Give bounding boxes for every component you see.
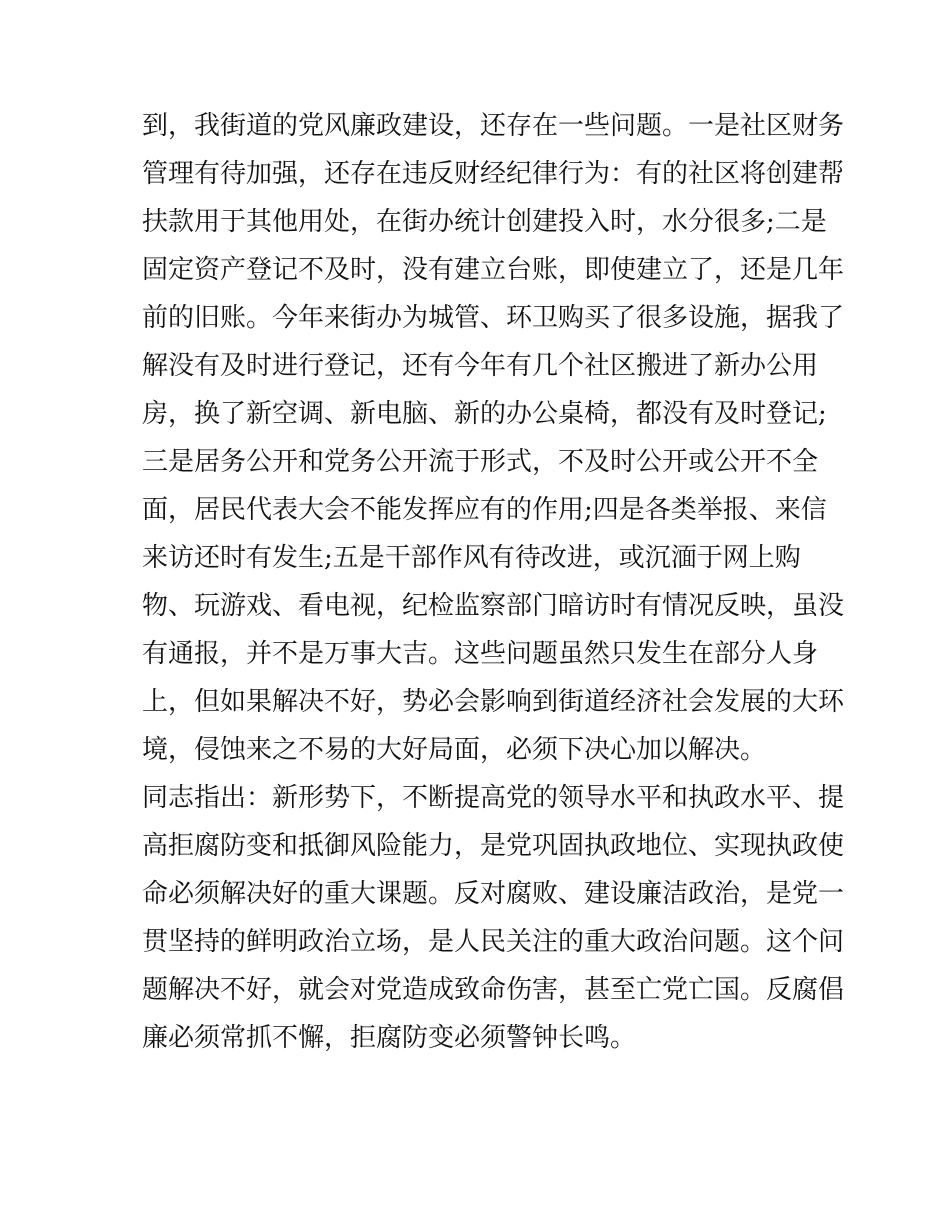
text-line: 前的旧账。今年来街办为城管、环卫购买了很多设施，据我了 bbox=[142, 303, 845, 333]
text-line: 固定资产登记不及时，没有建立台账，即使建立了，还是几年 bbox=[142, 255, 845, 285]
text-line: 命必须解决好的重大课题。反对腐败、建设廉洁政治，是党一 bbox=[142, 879, 845, 909]
text-line: 房，换了新空调、新电脑、新的办公桌椅，都没有及时登记; bbox=[142, 399, 827, 429]
text-line: 有通报，并不是万事大吉。这些问题虽然只发生在部分人身 bbox=[142, 639, 819, 669]
text-line: 扶款用于其他用处，在街办统计创建投入时，水分很多;二是 bbox=[142, 207, 827, 237]
text-line: 来访还时有发生;五是干部作风有待改进，或沉湎于网上购 bbox=[142, 543, 801, 573]
text-line: 解没有及时进行登记，还有今年有几个社区搬进了新办公用 bbox=[142, 351, 819, 381]
text-line: 廉必须常抓不懈，拒腐防变必须警钟长鸣。 bbox=[142, 1023, 637, 1053]
text-line: 上，但如果解决不好，势必会影响到街道经济社会发展的大环 bbox=[142, 687, 845, 717]
text-line: 高拒腐防变和抵御风险能力，是党巩固执政地位、实现执政使 bbox=[142, 831, 845, 861]
text-line: 到，我街道的党风廉政建设，还存在一些问题。一是社区财务 bbox=[142, 111, 845, 141]
text-line: 贯坚持的鲜明政治立场，是人民关注的重大政治问题。这个问 bbox=[142, 927, 845, 957]
body-text bbox=[142, 102, 845, 1062]
text-line: 面，居民代表大会不能发挥应有的作用;四是各类举报、来信 bbox=[142, 495, 827, 525]
text-line: 物、玩游戏、看电视，纪检监察部门暗访时有情况反映，虽没 bbox=[142, 591, 845, 621]
text-line: 题解决不好，就会对党造成致命伤害，甚至亡党亡国。反腐倡 bbox=[142, 975, 845, 1005]
text-line: 境，侵蚀来之不易的大好局面，必须下决心加以解决。 bbox=[142, 735, 767, 765]
text-line: 同志指出：新形势下，不断提高党的领导水平和执政水平、提 bbox=[142, 783, 845, 813]
text-line: 三是居务公开和党务公开流于形式，不及时公开或公开不全 bbox=[142, 447, 819, 477]
text-line: 管理有待加强，还存在违反财经纪律行为：有的社区将创建帮 bbox=[142, 159, 845, 189]
